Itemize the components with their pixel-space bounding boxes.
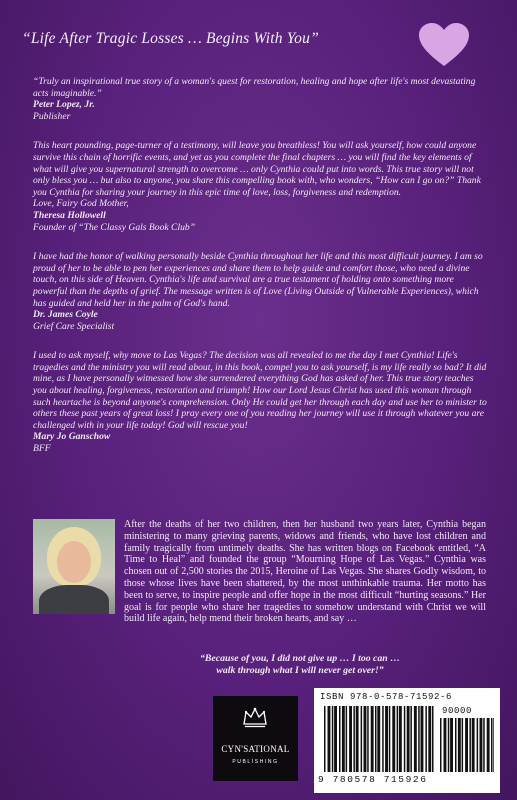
- heart-icon: [418, 22, 470, 68]
- barcode-bars: [324, 706, 434, 772]
- ean-number: 9 780578 715926: [318, 774, 428, 785]
- endorser-title: BFF: [33, 443, 51, 455]
- endorser-title: Publisher: [33, 110, 71, 122]
- endorsements: [33, 76, 488, 473]
- barcode-addon-bars: [440, 718, 494, 772]
- isbn-barcode: [314, 688, 500, 793]
- quote-line-2: walk through what I will never get over!”: [216, 665, 384, 676]
- endorsement-text: “Truly an inspirational true story of a woman's quest for restoration, healing and hope after life's most devastating acts imaginable.”: [33, 76, 476, 99]
- endorser-name: Peter Lopez, Jr.: [33, 99, 95, 111]
- publisher-logo: [213, 696, 298, 781]
- endorsement-text: I have had the honor of walking personally beside Cynthia throughout her life and this most difficult journey. I am so proud of her to be able to pen her experiences and share them to help guide and comfort those, who need a divine touch, on this side of Heaven. Cynthia's life and survival are a true testament of holding onto something more powerful than the depths of grief. The message written is of Love (Living Outside of Vulnerable Experiences), which has guided and held her in the palm of God's hand.: [33, 251, 483, 309]
- endorser-name: Dr. James Coyle: [33, 309, 98, 321]
- publisher-sub: PUBLISHING: [232, 759, 279, 765]
- endorsement-text: This heart pounding, page-turner of a testimony, will leave you breathless! You will ask yourself, how could anyone survive this chain of horrific events, and yet as you complete the final chapters … you will find the key elements of what will give you supernatural strength to overcome … only Cynthia could put into words. This true story will not only bless you … but also to anyone, you share this compelling book with, who wonders, “How can I go on?” Thank you Cynthia for sharing your journey in this epic time of love, loss, forgiveness and redemption.: [33, 140, 481, 198]
- isbn-text: ISBN 978-0-578-71592-6: [320, 692, 453, 702]
- endorser-title: Founder of “The Classy Gals Book Club”: [33, 221, 196, 233]
- endorsement: [33, 251, 488, 332]
- endorser-title: Love, Fairy God Mother,: [33, 198, 129, 210]
- closing-quote: [190, 653, 410, 677]
- quote-line-1: “Because of you, I did not give up … I too can …: [199, 653, 401, 664]
- author-bio: After the deaths of her two children, then her husband two years later, Cynthia began ministering to many grieving parents, widows and friends, who have lost children and family tragically from untimely deaths. She has written blogs on Facebook entitled, “A Time to Heal” and founded the group “Mourning Hope of Las Vegas.” Cynthia was chosen out of 2,500 stories the 2015, Heroine of Las Vegas. She shares Godly wisdom, to those whose lives have been shattered, by the most unthinkable trauma. Her motto has been to serve, to inspire people and offer hope in the most difficult “hurting seasons.” Her goal is for people who share her tragedies to somehow understand with Christ we will build life again, help mend their broken hearts, and say …: [124, 519, 486, 625]
- endorsement: [33, 140, 488, 233]
- endorsement: [33, 350, 488, 454]
- crown-icon: [242, 706, 268, 728]
- endorser-name: Mary Jo Ganschow: [33, 431, 111, 443]
- price-code: 90000: [442, 706, 473, 716]
- endorser-title: Grief Care Specialist: [33, 320, 115, 332]
- endorser-name: Theresa Hollowell: [33, 209, 106, 221]
- endorsement-text: I used to ask myself, why move to Las Vegas? The decision was all revealed to me the day I met Cynthia! Life's tragedies and the ministry you will read about, in this book, compel you to ask yourself, is my life really so bad? It did mine, as I have personally witnessed how she surrendered everything God has asked of her. This true story teaches you about healing, forgiveness, restoration and triumph! How our Lord Jesus Christ has used this woman through such heartache is beyond anyone's comprehension. Only He could get her through each day and use her to minister to others these past years of great loss! I pray every one of you reading her journey will use it through whatever you are challenged with in your life today! God will rescue you!: [33, 350, 487, 431]
- book-tagline: “Life After Tragic Losses … Begins With You”: [22, 30, 319, 47]
- endorsement: [33, 76, 488, 122]
- author-photo: [33, 519, 115, 614]
- publisher-name: CYN'SATIONAL: [221, 744, 290, 754]
